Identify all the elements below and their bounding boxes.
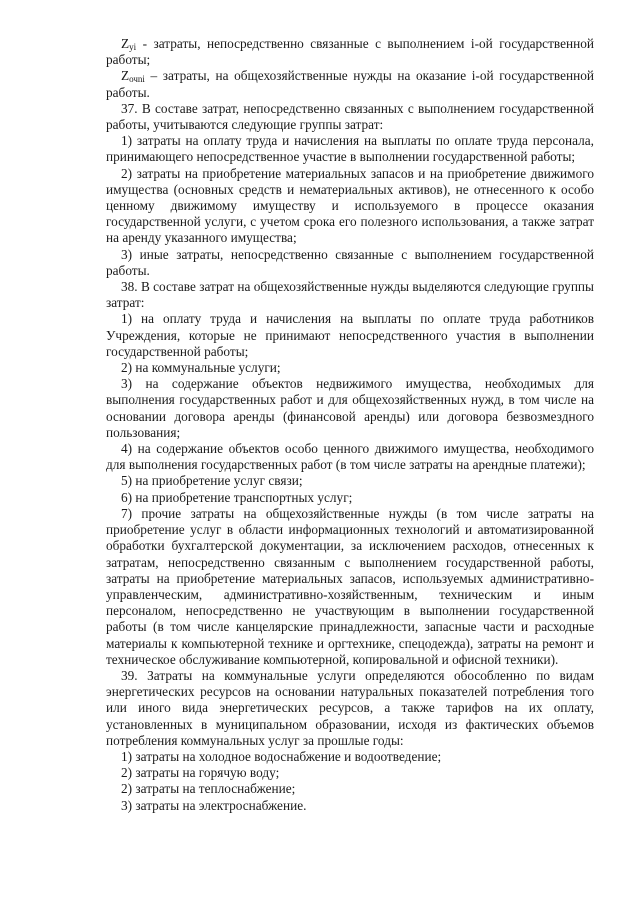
paragraph-39-item-4: 3) затраты на электроснабжение. bbox=[121, 797, 307, 813]
paragraph-38-item-4: 4) на содержание объектов особо ценного движимого имущества, необходимого для выполнения государственных работ (в том числе затраты на арендные платежи); bbox=[106, 441, 594, 473]
paragraph-38-item-1: 1) на оплату труда и начисления на выплаты по оплате труда работников Учреждения, которые не принимают непосредственного участия в выполнении государственной работы; bbox=[106, 311, 594, 359]
definition-text: - затраты, непосредственно связанные с выполнением i-ой государственной работы; bbox=[106, 36, 594, 68]
paragraph-38-item-6: 6) на приобретение транспортных услуг; bbox=[121, 489, 353, 505]
subscript-oni: очni bbox=[129, 74, 145, 85]
paragraph-38-item-2: 2) на коммунальные услуги; bbox=[121, 360, 281, 376]
definition-text: – затраты, на общехозяйственные нужды на оказание i-ой государственной работы. bbox=[106, 68, 594, 100]
paragraph-39: 39. Затраты на коммунальные услуги определяются обособленно по видам энергетических ресурсов на основании натуральных показателей потребления того или иного вида энергетических ресурсов, а также тарифов на их оплату, установленных в муниципальном образовании, исходя из фактических объемов потребления коммунальных услуг за прошлые годы: bbox=[106, 667, 594, 748]
paragraph-38-item-5: 5) на приобретение услуг связи; bbox=[121, 473, 303, 489]
paragraph-39-item-1: 1) затраты на холодное водоснабжение и водоотведение; bbox=[121, 748, 442, 764]
paragraph-38-item-3: 3) на содержание объектов недвижимого имущества, необходимых для выполнения государственных работ и для общехозяйственных нужд, в том числе на основании договора аренды (финансовой аренды) или договора безвозмездного пользования; bbox=[106, 376, 594, 440]
paragraph-39-item-2: 2) затраты на горячую воду; bbox=[121, 765, 280, 781]
definition-zoni bbox=[106, 68, 594, 100]
symbol-z: Z bbox=[121, 68, 130, 84]
document-page bbox=[106, 36, 594, 814]
paragraph-38: 38. В составе затрат на общехозяйственные нужды выделяются следующие группы затрат: bbox=[106, 279, 594, 311]
paragraph-37-item-3: 3) иные затраты, непосредственно связанные с выполнением государственной работы. bbox=[106, 246, 594, 278]
paragraph-38-item-7: 7) прочие затраты на общехозяйственные нужды (в том числе затраты на приобретение услуг в области информационных технологий и автоматизированной обработки бухгалтерской документации, за исключением расходов, отнесенных к затратам, непосредственно связанным с выполнением государственной работы, затраты на приобретение материальных запасов, используемых административно-управленческим, административно-хозяйственным, техническим и иным персоналом, непосредственно не участвующим в выполнении государственной работы (в том числе канцелярские принадлежности, запасные части и расходные материалы к компьютерной технике и оргтехнике, спецодежда), затраты на ремонт и техническое обслуживание компьютерной, копировальной и офисной техники). bbox=[106, 505, 594, 667]
definition-zyi bbox=[106, 36, 594, 68]
paragraph-37: 37. В составе затрат, непосредственно связанных с выполнением государственной работы, учитываются следующие группы затрат: bbox=[106, 100, 594, 133]
paragraph-37-item-2: 2) затраты на приобретение материальных запасов и на приобретение движимого имущества (основных средств и нематериальных активов), не отнесенного к особо ценному движимому имуществу и используемого в процессе оказания государственной услуги, с учетом срока его полезного использования, а также затрат на аренду указанного имущества; bbox=[106, 165, 594, 246]
subscript-yi: yi bbox=[129, 42, 137, 52]
symbol-z: Z bbox=[121, 36, 130, 51]
paragraph-39-item-3: 2) затраты на теплоснабжение; bbox=[121, 781, 296, 797]
paragraph-37-item-1: 1) затраты на оплату труда и начисления на выплаты по оплате труда персонала, принимающего непосредственное участие в выполнении государственной работы; bbox=[106, 133, 594, 165]
